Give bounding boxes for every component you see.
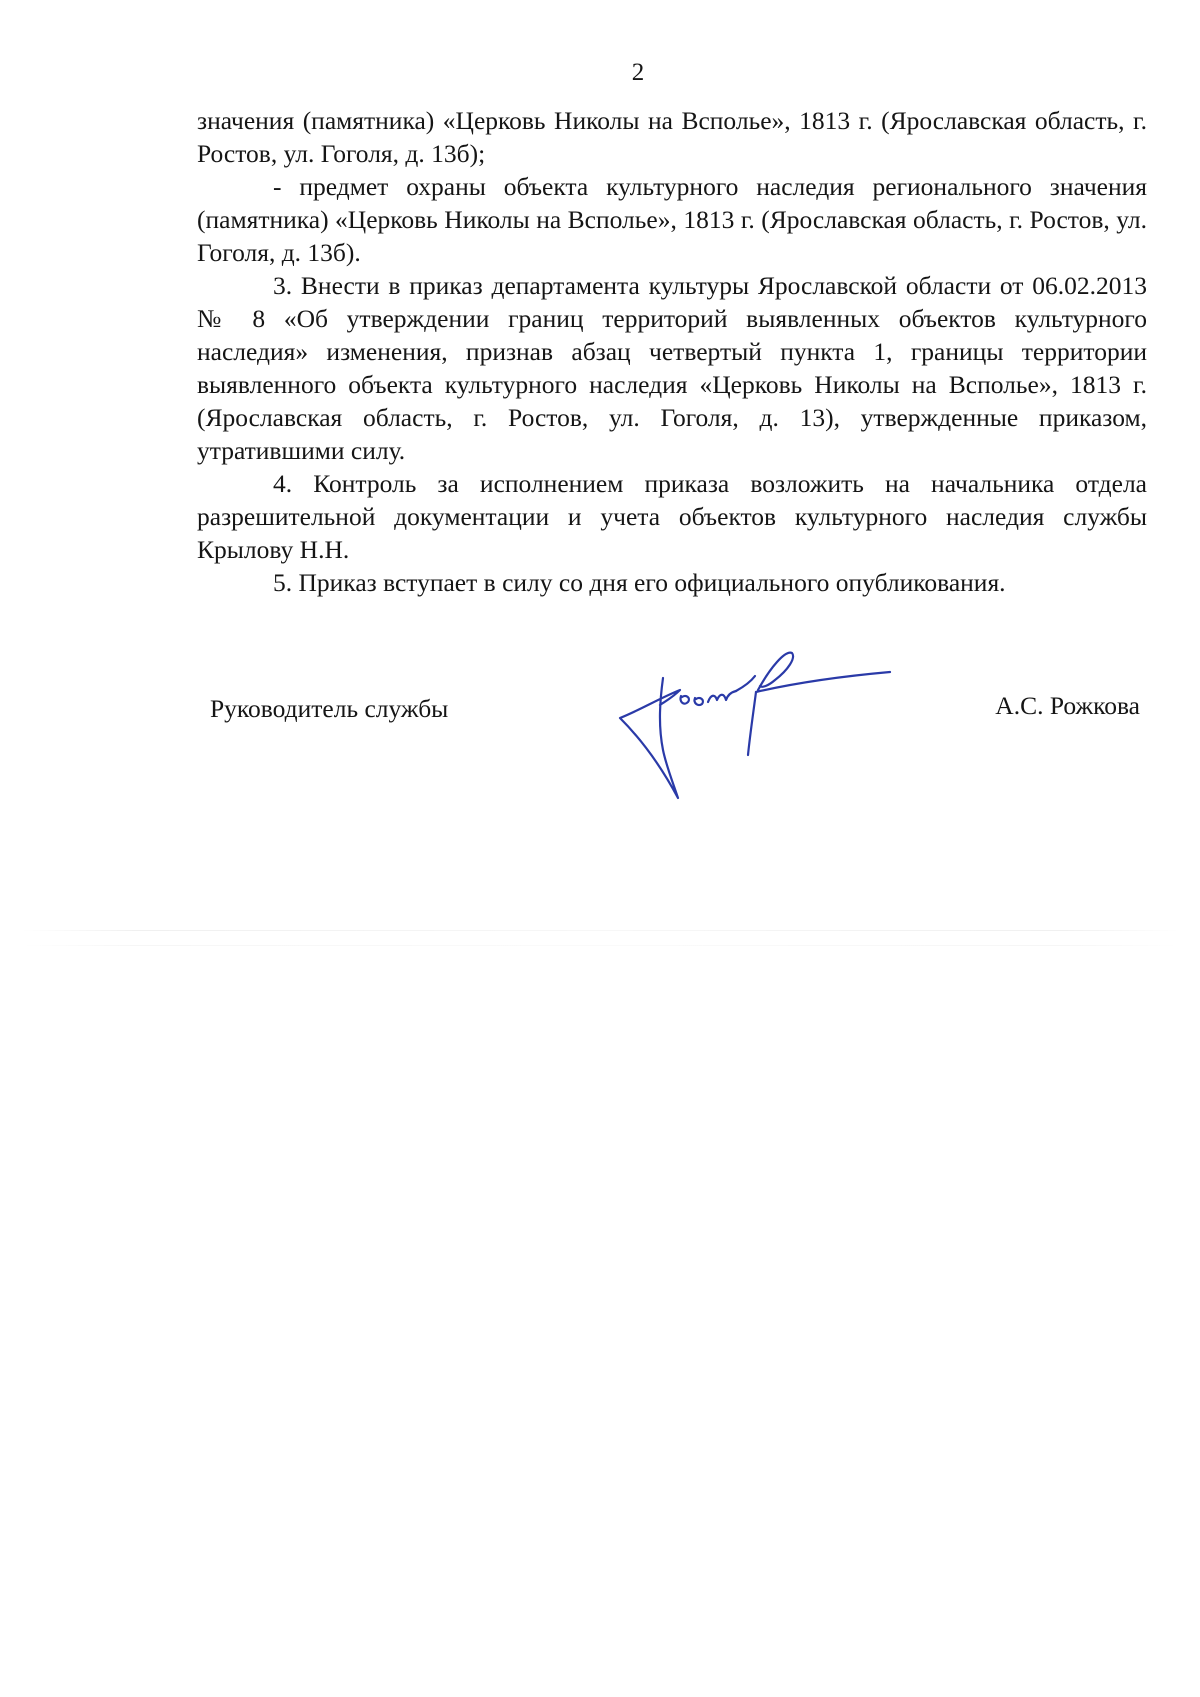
paragraph-item-4: 4. Контроль за исполнением приказа возложить на начальника отдела разрешительной документации и учета объектов культурного наследия службы Крылову Н.Н. (197, 469, 1147, 564)
page-number: 2 (631, 59, 645, 86)
document-body (197, 104, 1147, 599)
paragraph-item-3: 3. Внести в приказ департамента культуры Ярославской области от 06.02.2013 № 8 «Об утверждении границ территорий выявленных объектов культурного наследия» изменения, признав абзац четвертый пункта 1, границы территории выявленного объекта культурного наследия «Церковь Николы на Всполье», 1813 г. (Ярославская область, г. Ростов, ул. Гоголя, д. 13), утвержденные приказом, утратившими силу. (197, 271, 1147, 465)
handwritten-signature (560, 650, 900, 810)
paragraph-item-5: 5. Приказ вступает в силу со дня его официального опубликования. (273, 568, 1006, 597)
paragraph-continuation: значения (памятника) «Церковь Николы на Всполье», 1813 г. (Ярославская область, г. Ростов, ул. Гоголя, д. 13б); (197, 106, 1147, 168)
scan-artifact-line (20, 945, 1180, 946)
signatory-role: Руководитель службы (210, 694, 449, 723)
signatory-name: А.С. Рожкова (995, 691, 1140, 720)
scan-artifact-line (20, 930, 1180, 931)
paragraph-protection-subject: - предмет охраны объекта культурного наследия регионального значения (памятника) «Церковь Николы на Всполье», 1813 г. (Ярославская область, г. Ростов, ул. Гоголя, д. 13б). (197, 172, 1147, 267)
signature-block (0, 650, 1200, 810)
